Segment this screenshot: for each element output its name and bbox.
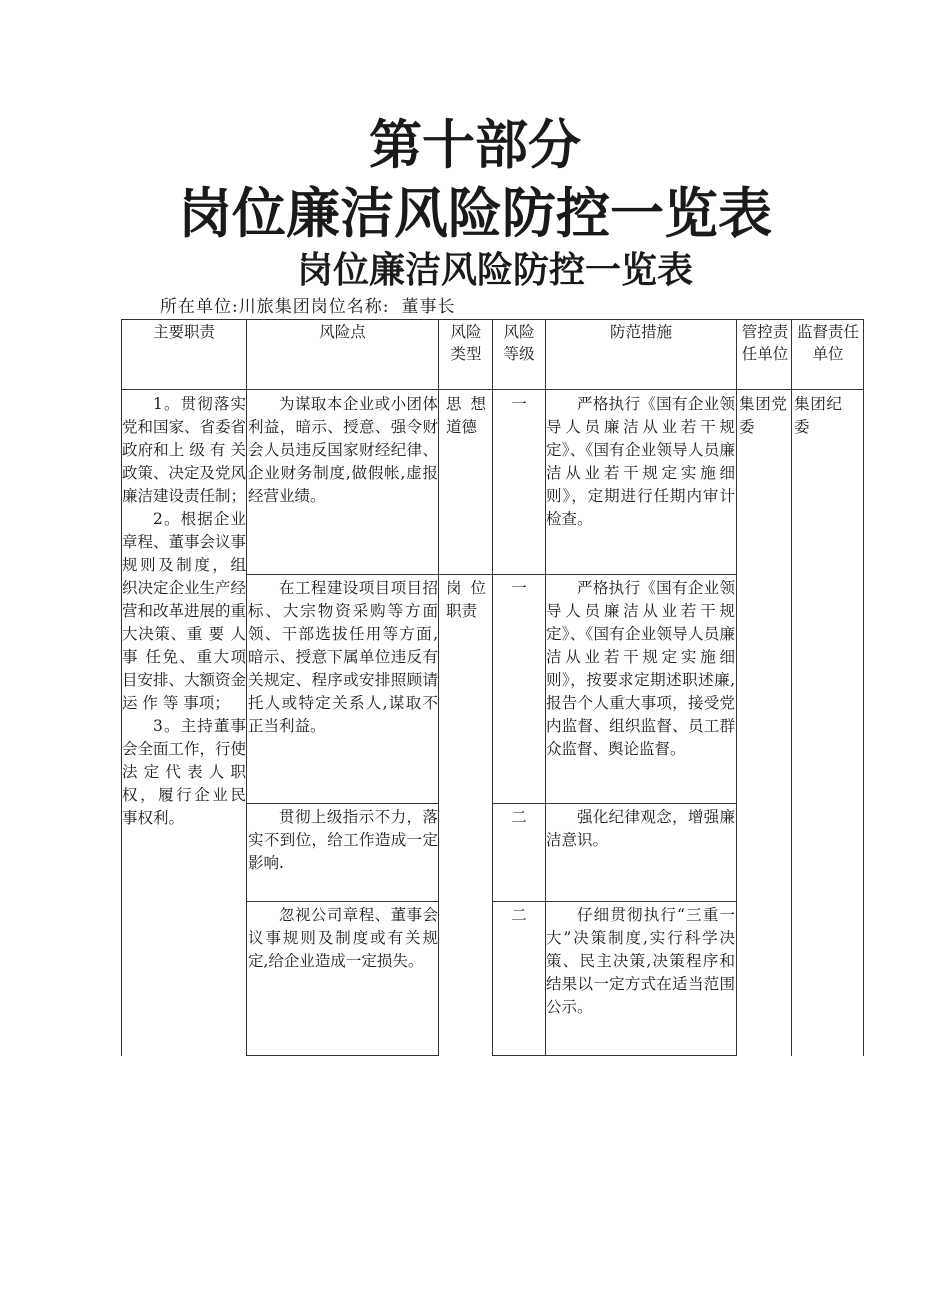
row3-bottom-border	[246, 901, 438, 902]
type-cell-1: 思想道德	[446, 395, 486, 436]
unit-value: 川旅集团	[238, 297, 311, 317]
duty-item-1: 1。贯彻落实党和国家、省委省 政府和上 级 有 关 政策、决定及党风廉洁建设责任制；	[122, 395, 246, 505]
level-cell-1: 一	[511, 395, 527, 413]
document-title: 岗位廉洁风险防控一览表	[178, 181, 772, 245]
header-control: 管控责任单位	[741, 323, 789, 363]
row4-bottom-border	[246, 1055, 438, 1056]
control-unit-cell: 集团党委	[739, 395, 787, 436]
type-cell-2: 岗位职责	[446, 579, 486, 620]
level-cell-4: 二	[511, 906, 527, 924]
row4-bottom-border-right	[492, 1055, 737, 1056]
header-measure: 防范措施	[609, 323, 672, 341]
col-divider-2	[246, 319, 247, 1056]
unit-post-line	[160, 295, 455, 319]
risk-cell-2: 在工程建设项目项目招标、大宗物资采购等方面领、干部选拔任用等方面,暗示、授意下属单位违反有关规定、程序或安排照顾请托人或特定关系人,谋取不正当利益。	[248, 579, 438, 735]
header-type: 风险类型	[450, 323, 482, 363]
risk-cell-3: 贯彻上级指示不力，落实不到位，给工作造成一定影响.	[248, 808, 438, 872]
header-risk: 风险点	[319, 323, 366, 341]
col-divider-7	[791, 319, 792, 1056]
duties-cell	[122, 393, 246, 830]
header-supervise: 监督责任单位	[796, 323, 859, 363]
post-value: 董事长	[401, 297, 456, 317]
supervise-unit-cell: 集团纪委	[794, 395, 842, 436]
measure-cell-4: 仔细贯彻执行“三重一大”决策制度,实行科学决策、民主决策,决策程序和结果以一定方式在适当范围公示。	[546, 906, 735, 1016]
col-divider-4	[492, 319, 493, 1056]
header-duty: 主要职责	[152, 323, 215, 341]
col-divider-6	[736, 319, 737, 1056]
row2-bottom-border	[246, 803, 438, 804]
duty-item-3: 3。主持董事 会全面工作，行使 法定代表人职 权，履行企业民 事权利。	[122, 717, 246, 827]
duty-item-2: 2。根据企业 章程、董事会议事 规则及制度，组 织决定企业生产经营和改革进展的重大决策、重 要 人 事 任免、重大项目安排、大额资金 运 作 等 事项；	[122, 510, 246, 712]
risk-cell-1: 为谋取本企业或小团体利益，暗示、授意、强令财会人员违反国家财经纪律、企业财务制度,做假帐,虚报经营业绩。	[248, 395, 438, 505]
measure-cell-1: 严格执行《国有企业领导人员廉洁从业若干规 定》、《国有企业领导人员廉洁从业若干规定实施细 则》，定期进行任期内审计检查。	[546, 395, 735, 528]
row2-bottom-border-right	[492, 803, 737, 804]
part-title: 第十部分	[369, 114, 581, 176]
measure-cell-2: 严格执行《国有企业领导人员廉洁从业若干规定》、《国有企业领导人员廉洁从业若干规定实施细则》，按要求定期述职述廉,报告个人重大事项，接受党内监督、组织监督、员工群众监督、舆论监督。	[546, 579, 735, 758]
col-divider-8	[863, 319, 864, 1056]
level-cell-2: 一	[511, 579, 527, 597]
header-level: 风险等级	[503, 323, 535, 363]
unit-label: 所在单位:	[160, 297, 239, 317]
post-label: 岗位名称:	[310, 297, 390, 317]
table-title: 岗位廉洁风险防控一览表	[296, 249, 693, 291]
measure-cell-3: 强化纪律观念，增强廉洁意识。	[546, 808, 735, 849]
row3-bottom-border-right	[492, 901, 737, 902]
level-cell-3: 二	[511, 808, 527, 826]
col-divider-3	[438, 319, 439, 1056]
risk-cell-4: 忽视公司章程、董事会议事规则及制度或有关规定,给企业造成一定损失。	[248, 906, 438, 970]
